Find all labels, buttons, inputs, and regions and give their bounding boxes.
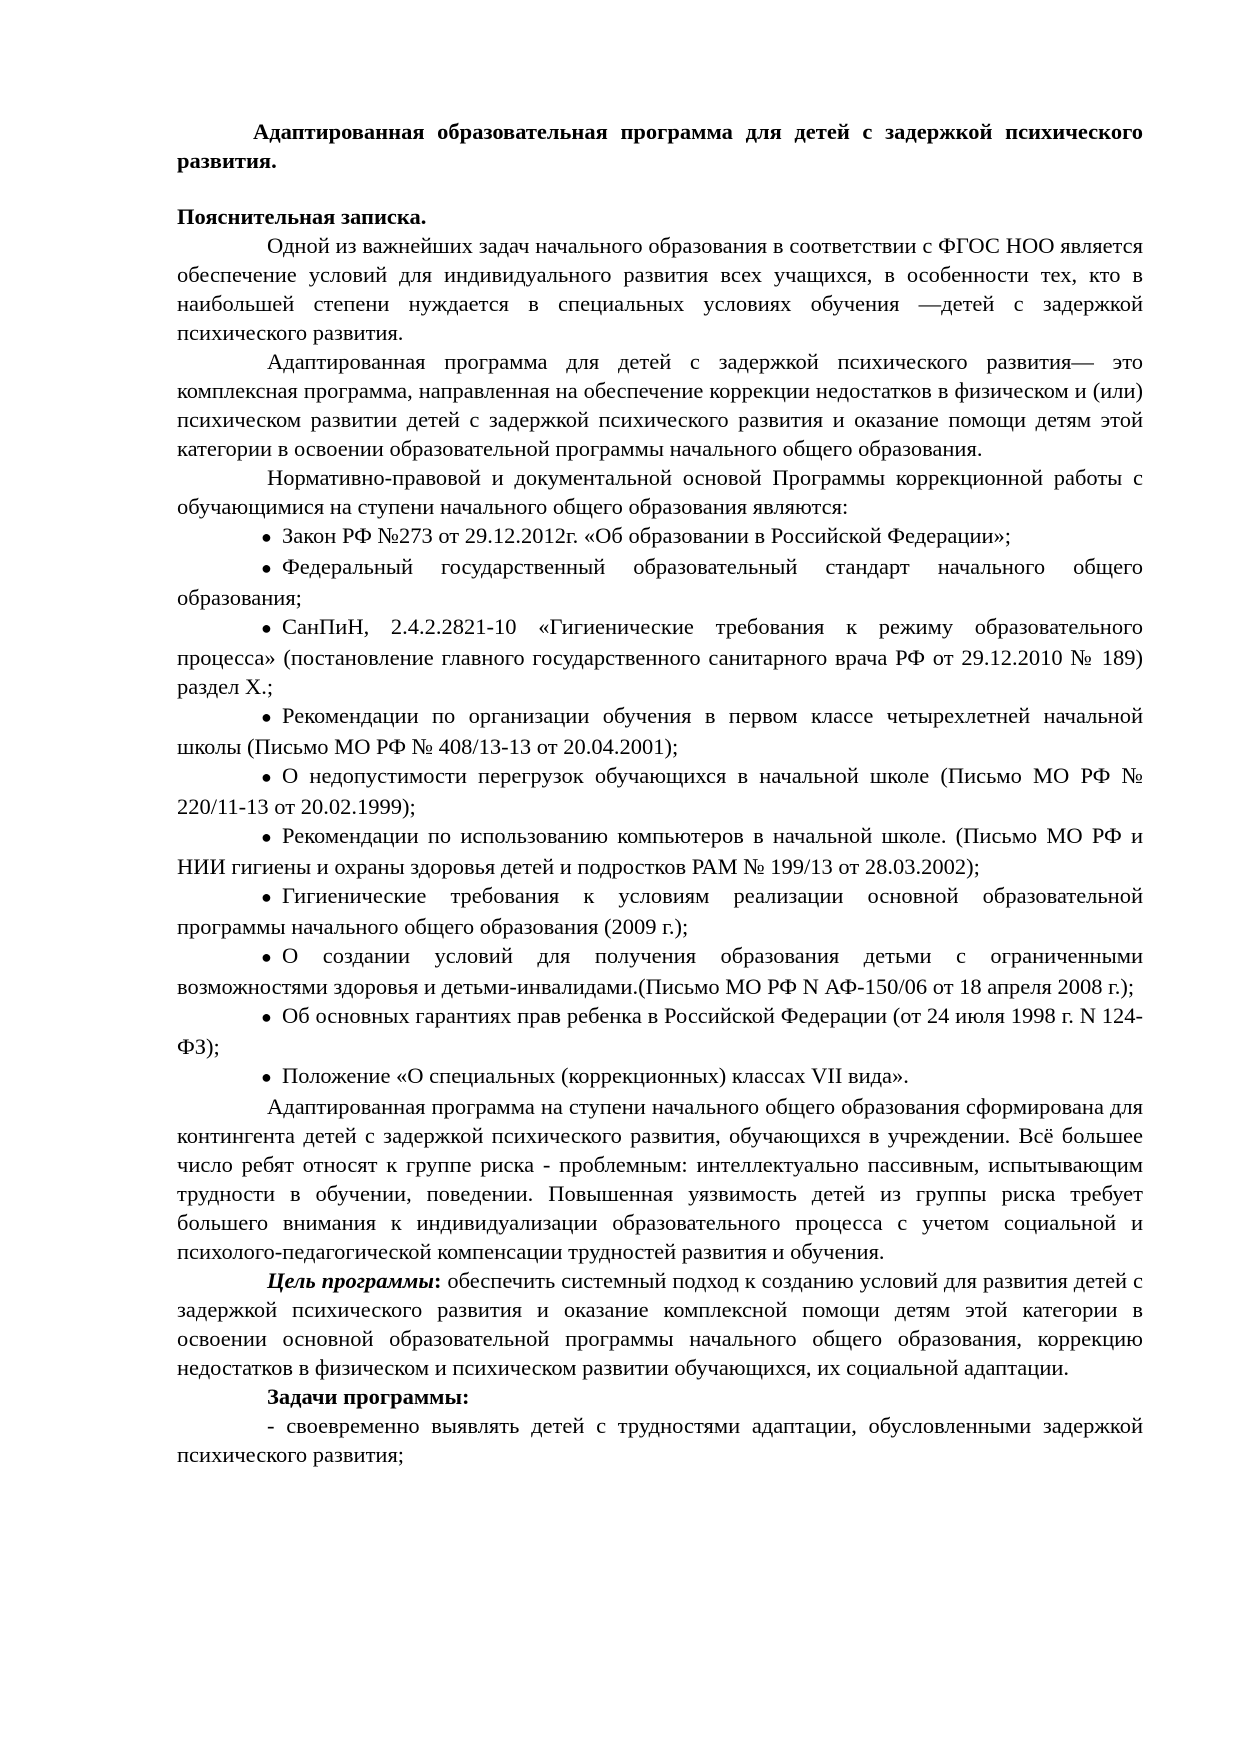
- bullet-dot-icon: ●: [261, 1007, 272, 1027]
- bullet-dot-icon: ●: [261, 527, 272, 547]
- goal-separator: :: [433, 1268, 442, 1293]
- document-title: Адаптированная образовательная программа для детей с задержкой психического развития.: [177, 119, 1143, 173]
- list-item: [177, 701, 1143, 761]
- goal-paragraph: [177, 1266, 1143, 1382]
- list-item-text: Закон РФ №273 от 29.12.2012г. «Об образовании в Российской Федерации»;: [282, 523, 1012, 548]
- list-item-text: Рекомендации по организации обучения в первом классе четырехлетней начальной школы (Письмо МО РФ № 408/13-13 от 20.04.2001);: [177, 703, 1143, 759]
- bullet-dot-icon: ●: [261, 947, 272, 967]
- list-item: [177, 612, 1143, 701]
- legal-basis-list: [177, 521, 1143, 1092]
- list-item-text: О недопустимости перегрузок обучающихся в начальной школе (Письмо МО РФ № 220/11-13 от 20.02.1999);: [177, 763, 1143, 819]
- bullet-dot-icon: ●: [261, 827, 272, 847]
- list-item-text: Рекомендации по использованию компьютеров в начальной школе. (Письмо МО РФ и НИИ гигиены и охраны здоровья детей и подростков РАМ № 199/13 от 28.03.2002);: [177, 823, 1143, 879]
- list-item: [177, 761, 1143, 821]
- tasks-heading: Задачи программы:: [267, 1384, 470, 1409]
- task-item: - своевременно выявлять детей с трудностями адаптации, обусловленными задержкой психического развития;: [177, 1413, 1143, 1467]
- section-heading: Пояснительная записка.: [177, 204, 427, 229]
- list-item-text: Об основных гарантиях прав ребенка в Российской Федерации (от 24 июля 1998 г. N 124-ФЗ);: [177, 1003, 1143, 1059]
- goal-text: обеспечить системный подход к созданию условий для развития детей с задержкой психического развития и оказание комплексной помощи детям этой категории в освоении основной образовательной программы начального общего образования, коррекцию недостатков в физическом и психическом развитии обучающихся, их социальной адаптации.: [177, 1268, 1143, 1380]
- bullet-dot-icon: ●: [261, 707, 272, 727]
- list-item-text: Положение «О специальных (коррекционных) классах VII вида».: [282, 1063, 909, 1088]
- bullet-dot-icon: ●: [261, 618, 272, 638]
- contingent-paragraph: Адаптированная программа на ступени начального общего образования сформирована для контингента детей с задержкой психического развития, обучающихся в учреждении. Всё большее число ребят относят к группе риска - проблемным: интеллектуально пассивным, испытывающим трудности в обучении, поведении. Повышенная уязвимость детей из группы риска требует большего внимания к индивидуализации образовательного процесса с учетом социальной и психолого-педагогической компенсации трудностей развития и обучения.: [177, 1094, 1143, 1264]
- goal-label: Цель программы: [267, 1268, 434, 1293]
- bullet-dot-icon: ●: [261, 1067, 272, 1087]
- list-item-text: СанПиН, 2.4.2.2821-10 «Гигиенические требования к режиму образовательного процесса» (постановление главного государственного санитарного врача РФ от 29.12.2010 № 189) раздел X.;: [177, 614, 1143, 699]
- intro-paragraph-3: Нормативно-правовой и документальной основой Программы коррекционной работы с обучающимися на ступени начального общего образования являются:: [177, 465, 1143, 519]
- list-item: [177, 1061, 1143, 1092]
- list-item: [177, 1001, 1143, 1061]
- intro-paragraph-1: Одной из важнейших задач начального образования в соответствии с ФГОС НОО является обеспечение условий для индивидуального развития всех учащихся, в особенности тех, кто в наибольшей степени нуждается в специальных условиях обучения —детей с задержкой психического развития.: [177, 233, 1143, 345]
- bullet-dot-icon: ●: [261, 558, 272, 578]
- list-item: [177, 821, 1143, 881]
- list-item: [177, 941, 1143, 1001]
- bullet-dot-icon: ●: [261, 767, 272, 787]
- intro-paragraph-2: Адаптированная программа для детей с задержкой психического развития— это комплексная программа, направленная на обеспечение коррекции недостатков в физическом и (или) психическом развитии детей с задержкой психического развития и оказание помощи детям этой категории в освоении образовательной программы начального общего образования.: [177, 349, 1143, 461]
- list-item-text: О создании условий для получения образования детьми с ограниченными возможностями здоровья и детьми-инвалидами.(Письмо МО РФ N АФ-150/06 от 18 апреля 2008 г.);: [177, 943, 1143, 999]
- list-item-text: Гигиенические требования к условиям реализации основной образовательной программы начального общего образования (2009 г.);: [177, 883, 1143, 939]
- list-item: [177, 521, 1143, 552]
- list-item-text: Федеральный государственный образовательный стандарт начального общего образования;: [177, 554, 1143, 610]
- list-item: [177, 881, 1143, 941]
- bullet-dot-icon: ●: [261, 887, 272, 907]
- list-item: [177, 552, 1143, 612]
